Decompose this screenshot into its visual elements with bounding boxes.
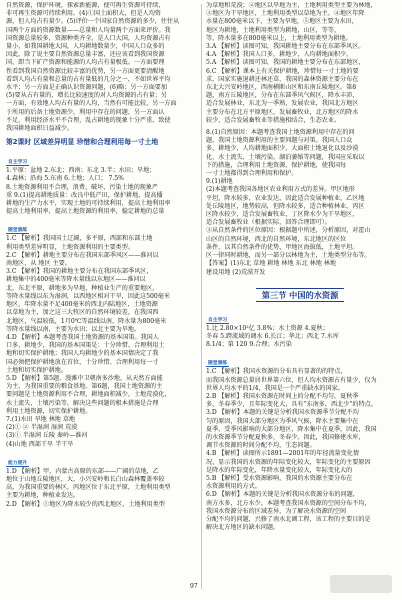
practice-tag-2: 随堂演练 xyxy=(208,361,228,367)
text-line: 条件，以其自然条件的优势，甲地区海拔低，土地平坦。 xyxy=(206,243,359,251)
text-line: 耕地集中的400毫米等降水量线以东地区——淮河以 xyxy=(6,276,146,284)
text-line: 题，南方丘陵地区，分布在东部季风气候区，降水丰沛， xyxy=(206,92,359,100)
text-line: 9.(1)耕地 xyxy=(206,178,233,186)
text-line: 求，国家实施退耕还林还草，我国的森林资源主要分布在 xyxy=(206,75,359,83)
column-divider xyxy=(201,4,202,589)
text-line: 5.A 【解析】读图可知，我国的耕地主要分布在东部地区， xyxy=(206,59,365,67)
text-line: 2.B 【解析】我国水资源在时间上的分配不均匀，夏秋季 xyxy=(206,392,359,400)
text-line: 主要分布在北方平原地区，发展畜牧业，北方地区的降水 xyxy=(206,108,359,116)
text-line: (5)要从占有量的，增长比较速度的对人均资源的占有量；另 xyxy=(6,92,167,100)
text-line: 下的措施，合理利用土地资源，保护耕地，使我国每 xyxy=(206,161,347,169)
page-number: 97 xyxy=(190,583,198,590)
text-line: 而我国水资源总量居世界第六位，但人均水资源占有量少，仅为 xyxy=(206,376,377,384)
text-line: 不足，利用经济水平不合理，乱占耕地的现象十分严重，致使 xyxy=(6,116,171,124)
text-line: 以草地为主，加之这三大牧区的自然环境较差，在我国西 xyxy=(6,309,159,317)
text-line: 一寸土地都得到合理利用和保护。 xyxy=(206,170,298,178)
text-line: 利用土地资源，切实保护耕地。 xyxy=(6,407,92,415)
text-line: 1.C 【解析】我国水资源的分布具有显著的的特点， xyxy=(206,368,347,376)
text-line: 主要为耕地，种植业发达。 xyxy=(6,492,80,500)
text-line: 1.C 【解析】我国国土辽阔，多平原，西部和东部土地 xyxy=(6,235,153,243)
section-3-heading xyxy=(206,283,394,302)
text-line: 因此，除了说主要自然资源总量丰富，还应该看到我国资源 xyxy=(6,51,165,59)
right-column xyxy=(206,2,394,592)
text-line: 区一律同时耕地，而另一部分以林地为主，土地类型分布等。 xyxy=(206,252,371,260)
text-line: 6.C 【解析】课本上有关保护耕地，珍惜每一寸土地的要 xyxy=(206,67,359,75)
text-line: 多，耕地少，人均耕地面积少，大面积土地退化以及沙漠 xyxy=(206,145,359,153)
text-line: 3.A 【解析】读图可知，我国耕地主要分布在东部季风区。 xyxy=(206,43,365,51)
text-line: 8.土地资源利用不合理，浪费、破坏、污染土地的现象严 xyxy=(6,183,159,191)
text-line: 山区的自然环境，西北的自然环境，东北地区的区位 xyxy=(206,235,347,243)
text-line: 水资源利用的方式。 xyxy=(206,483,261,491)
lesson-2-title: 第2课时 区域差异明显 珍惜和合理利用每一寸土地 xyxy=(6,138,159,147)
text-line: 8.(1)自然原因：本题考查我国土地资源利用中存在的问 xyxy=(206,129,355,137)
text-line: (4)山地 西部干旱 半干旱 xyxy=(6,440,74,448)
text-line: 调节水资源的时间分配不均，生态问题。 xyxy=(206,442,316,450)
text-line: (3)① 半湿润 丘陵 秦岭—淮河 xyxy=(6,432,88,440)
text-line: 要问题是土地资源利用不合理，耕地面积减少，土地荒漠化， xyxy=(6,391,171,399)
text-line: 提高土地利用率，提高土地资源的利用率，稳定耕地的总量 xyxy=(6,208,165,216)
text-line: 的水资源季节分配夏秋多，冬春少。因此，我国修建水库， xyxy=(206,433,365,441)
text-line: 为主，为我国重要的粮食基地。第6题，我国土地资源的主 xyxy=(6,383,163,391)
text-line: 1.比 2.80×10²亿 3.8%；水土资源 4.夏秋； xyxy=(206,324,329,332)
text-line: 适合发展畜牧业（根据实际，回答合理即可）。 xyxy=(206,219,331,227)
text-line: 题，我国土地资源利用的主要问题与对策。我国人口众 xyxy=(206,137,353,145)
left-ability-block xyxy=(6,468,194,509)
text-line: 源，但人均占有量少。(5)评价一个国家自然资源的多少，往往从 xyxy=(6,18,180,26)
practice-tag: 随堂演练 xyxy=(8,228,28,234)
text-line: 匀的原因，我国大部分地区为季风气候，降水主要集中在 xyxy=(206,417,359,425)
text-line: 北地区，气温较低，1月0℃等温线以南，降水量为800毫米 xyxy=(6,317,167,325)
text-line: 南地区，从 地区 主要。 xyxy=(6,260,71,268)
text-line: 地位于山地丘陵地区，大、小兴安岭和长白山森林覆盖率较 xyxy=(6,475,165,483)
text-line: 平坦，降水较多，农业发达，因此适合发展种植业，乙区地 xyxy=(206,194,365,202)
text-line: 国必须把保护耕地放在首位，十分珍惜、合理利用每一寸 xyxy=(6,358,159,366)
text-line: 4.森林；沿海 5.东南 6.土地；人口； 7.5% xyxy=(6,175,124,183)
text-line: 适合发展林业，东北为一季熟，发展农业，我国北方地区 xyxy=(206,100,359,108)
text-line: 地和切实保护耕地；我国人均耕地少的基本国情决定了我 xyxy=(6,350,159,358)
text-line: 地区，年降水量不足400毫米的西北内陆地区，土地资源 xyxy=(6,301,158,309)
text-line: 2.D 【解析】①地区为降水较少的西北地区，土地利用类型 xyxy=(6,500,165,508)
self-study-tag: 自主学习 xyxy=(8,160,28,166)
text-line: 世界人均水平的1/4，我国是一个严重缺水的国家。 xyxy=(206,384,344,392)
right-self-study-block xyxy=(206,325,394,350)
text-line: 水量在800毫米以下，主要为旱地，⑤地区主要为水田， xyxy=(206,18,358,26)
text-line: 1.平原：盆地 2.东北；西南；东北 3.半；水田；旱地； xyxy=(6,167,156,175)
text-line: 3.C 【解析】我国的耕地主要分布在我国东部季风区， xyxy=(6,268,153,276)
text-line: 4.D 【解析】本题考查我国土地资源的基本国策。我国人 xyxy=(6,333,159,341)
text-line: 夏季，受季风影响的大部分地区，降水集中在夏季，因此，我国 xyxy=(206,425,377,433)
text-line: 处丘陵地区，地势较高，但降水较多，适合种植林业，丙区 xyxy=(206,202,365,210)
text-line: 多，冬春季少，且年际变化大，具有“东南多，西北少”的特点。 xyxy=(206,401,377,409)
text-line: 于所用的后备土地资源少，利用中存在的问题，另一方面认 xyxy=(6,108,165,116)
right-practice-block xyxy=(206,368,394,532)
text-line: 况，显示我国的水资源的年际变化较大，年际变化的主要原因 xyxy=(206,458,371,466)
text-line: 较少，适合发展畜牧业等措施相结合，生态农业。 xyxy=(206,116,341,124)
text-line: 5.B 【解析】受水资源影响，我国的水资源主要分布在 xyxy=(206,474,353,482)
text-line: 4.A 【解析】我国人口多，耕地少，人均耕地面积少。 xyxy=(206,51,353,59)
text-line: 非可再生资源可持续利用。(4)①国土面积大，但是人均资 xyxy=(6,10,161,18)
self-study-tag-2: 自主学习 xyxy=(208,317,228,323)
text-line: 分配不均的问题，兴修了南水北调工程，该工程的主要目的是 xyxy=(206,515,371,523)
text-line: 为草地和荒漠；②地区以旱地为主，土地利用类型主要为林地， xyxy=(206,2,377,9)
text-line: 1.D 【解析】甲，内蒙古高原的东部——广阔的草地，乙 xyxy=(6,467,159,475)
text-line: 是降水的年际变化，年降水量变化较大，年际变化大的 xyxy=(206,466,353,474)
text-line: 国两个方面的资源数量——总量和人均量两个方面来评价。我 xyxy=(6,26,171,34)
text-line: 2.C 【解析】耕地主要分布在我国东部季风区——淮河以 xyxy=(6,251,159,259)
text-line: 冬春 5.跨流域的调水 6.长江；华北；西北 7.水库 xyxy=(206,332,339,340)
text-line: 【答案】(1)东北 草地 耕地 林地 东北 林地 林地 xyxy=(206,260,336,268)
text-line: 地区为耕地，土地利用类型为耕地，山区，等等， xyxy=(206,26,341,34)
text-line: 水平；另一方面是正确认识资源问题，(6)略；另一方面要加 xyxy=(6,84,167,92)
text-line: 7.(1)水田 旱地 林地 草地 xyxy=(6,415,76,423)
left-column xyxy=(6,2,194,592)
text-line: 口多，耕地少，我国的基本国策是：十分珍惜、合理利用土 xyxy=(6,342,165,350)
ability-tag: 能力提升 xyxy=(8,460,28,466)
text-line: 区降水较少，适合发展畜牧业，丁区降水少为干旱地区， xyxy=(206,211,359,219)
text-line: 重 9.(1)提高耕地质量：改良中低产田，保护耕地，提高播 xyxy=(6,191,163,199)
text-line: 化，水土流失、土壤污染，湖泊萎缩等问题，我国应采取以 xyxy=(206,153,365,161)
text-line: 等降水量线以东为湿润，以西地区相对干旱，因此这500毫米 xyxy=(6,292,170,300)
text-line: 5.D 【解析】第5题，漫滩中卫朝南多沙地，从天然方面能 xyxy=(6,374,163,382)
text-line: ③从自然条件的区位原因：根据题中所述，分析原因，对霍山 xyxy=(206,227,371,235)
text-line: 土地和切实保护耕地。 xyxy=(6,366,67,374)
text-line: 等降水量线以南，主要为水田；以北主要为旱地。 xyxy=(6,325,141,333)
left-self-study-block xyxy=(6,167,194,216)
text-line: 水土流失，土壤污染等，解决这些问题的根本措施是合理 xyxy=(6,399,159,407)
right-mid-block xyxy=(206,129,394,277)
text-line: 量小，如我国耕地大国，人均耕地数量少，中国人口众多的 xyxy=(6,43,165,51)
text-line: 一方面，有效地人均占有量的人均，当然有可能比较，另一方面 xyxy=(6,100,177,108)
watermark-stamp xyxy=(330,575,392,593)
text-line: 我国耕地面积日益减少。 xyxy=(6,125,74,133)
text-line: 建设用地 (2)荒漠开发 xyxy=(206,268,266,276)
text-line: 性看到我国自然资源比较丰富的优势，另一方面更要清醒地 xyxy=(6,67,165,75)
text-line: (2)① ② 半湿润 湿润 荒漠 xyxy=(6,424,78,432)
text-line: 国，即当下矿产资源和能源的人均占有量极低。一方面要理 xyxy=(6,59,165,67)
text-line: 自然资源，保护环境，探索新能源，使可再生资源可持续， xyxy=(6,2,165,9)
right-top-block xyxy=(206,2,394,125)
text-line: 等，降水量多在800毫米以上，土地利用类型为耕地。 xyxy=(206,34,352,42)
text-line: 北，东北平原，耕地多为旱地，种植业生产的重要地区， xyxy=(6,284,159,292)
text-line: 4.B 【解析】读图所示1891—2001年的年径流量变化情 xyxy=(206,450,359,458)
left-top-block xyxy=(6,2,194,133)
text-line: 看到人均占有量和总量的占有量低的几分之一，不如世界平均 xyxy=(6,75,171,83)
text-line: 6.D 【解析】本题的关键是分析我国水资源分布的问题， xyxy=(206,491,359,499)
document-page xyxy=(6,2,398,598)
text-line: 高，为我国重要的林区，丙地区位于东北平原，土地利用类型 xyxy=(6,484,171,492)
text-line: 解决北方地区的缺水问题。 xyxy=(206,524,280,532)
text-line: 8.1/4；第 120 9.合理；水污染 xyxy=(206,341,292,349)
text-line: 南方水多，北方水少，本题考查我国水资源的空间分布不均， xyxy=(206,499,371,507)
section-3-title: 第三节 中国的水资源 xyxy=(256,288,345,302)
text-line: 国资源总量较多，资源种类齐全，是人口大国，人均资源占有 xyxy=(6,34,171,42)
text-line: (2)本题考查我国各地区农业利用方式的差异。甲区地形 xyxy=(206,186,355,194)
text-line: ③地区为干旱地区，土地利用类型以草地为主，④地区年降 xyxy=(206,10,365,18)
left-practice-block xyxy=(6,235,194,448)
text-line: 我国水资源分布的区域差异，为了解决水资源的空间 xyxy=(206,507,347,515)
text-line: 耕地的生产力水平，实现土地的可持续利用，提高土地利用率 xyxy=(6,200,171,208)
text-line: 东北大兴安岭地区，西南横断山区和东南丘陵地区。第8 xyxy=(206,84,357,92)
text-line: 3.D 【解析】本题的关键是分析我国水资源季节分配不均 xyxy=(206,409,359,417)
text-line: 利用类型差异明显，土地资源利用的主要类型。 xyxy=(6,243,134,251)
